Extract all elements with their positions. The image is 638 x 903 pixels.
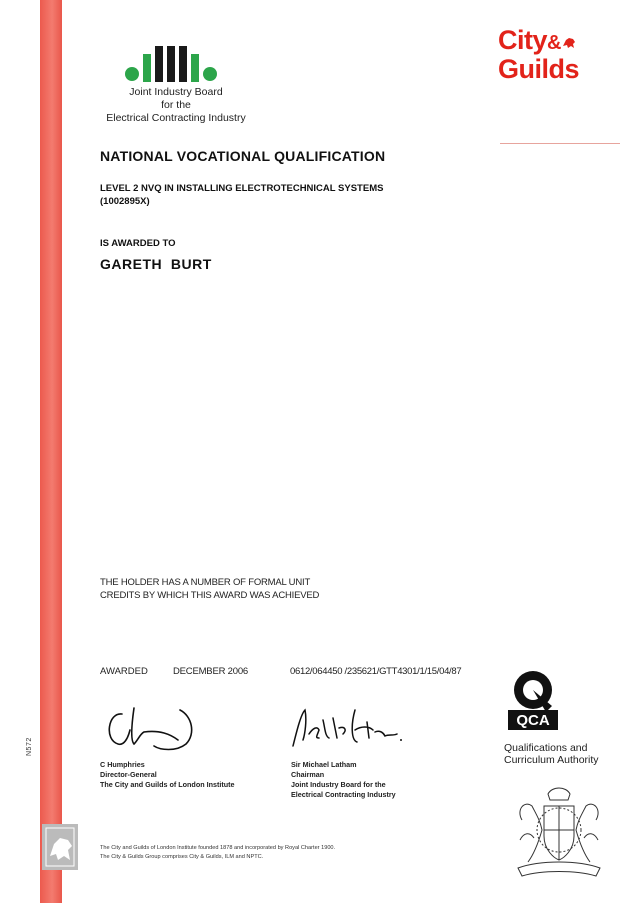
signatory-name: C Humphries	[100, 760, 145, 769]
city-guilds-emblem-icon	[40, 822, 80, 872]
qca-name	[504, 742, 599, 766]
signature-latham	[285, 700, 405, 755]
jib-name-line: Joint Industry Board	[129, 86, 223, 98]
awarded-to-label: IS AWARDED TO	[100, 238, 176, 249]
signatory-2	[291, 760, 396, 800]
credits-line: THE HOLDER HAS A NUMBER OF FORMAL UNIT	[100, 577, 311, 588]
certificate-reference: 0612/064450 /235621/GTT4301/1/15/04/87	[290, 666, 462, 677]
qca-name-line: Curriculum Authority	[504, 754, 599, 766]
divider	[500, 143, 620, 144]
city-guilds-line1: City	[498, 25, 548, 55]
footer-note	[100, 844, 335, 862]
jib-logo	[124, 44, 234, 84]
form-code: N572	[26, 737, 33, 756]
certificate-title: NATIONAL VOCATIONAL QUALIFICATION	[100, 148, 386, 164]
signatory-role: Director-General	[100, 770, 157, 779]
awarded-label: AWARDED	[100, 666, 148, 677]
signatory-org: Electrical Contracting Industry	[291, 790, 396, 799]
qualification-line: LEVEL 2 NVQ IN INSTALLING ELECTROTECHNICAL SYSTEMS	[100, 183, 384, 194]
jib-name-line: for the	[161, 99, 191, 111]
city-guilds-logo	[498, 27, 618, 82]
qca-name-line: Qualifications and	[504, 742, 588, 754]
credits-line: CREDITS BY WHICH THIS AWARD WAS ACHIEVED	[100, 590, 320, 601]
qca-logo	[506, 666, 560, 732]
signature-humphries	[100, 700, 210, 755]
city-guilds-amp: &	[547, 32, 561, 54]
jib-name	[86, 86, 266, 125]
signatory-org: The City and Guilds of London Institute	[100, 780, 235, 789]
royal-crest-icon	[500, 780, 618, 880]
credits-statement	[100, 576, 319, 602]
holder-name: GARETH BURT	[100, 256, 212, 272]
decorative-band	[40, 0, 62, 903]
qca-badge-text: QCA	[516, 712, 550, 729]
qualification-code: (1002895X)	[100, 196, 150, 207]
signatory-org: Joint Industry Board for the	[291, 780, 386, 789]
lion-icon	[561, 34, 577, 50]
city-guilds-line2: Guilds	[498, 54, 580, 84]
qualification-name	[100, 182, 383, 208]
signatory-name: Sir Michael Latham	[291, 760, 357, 769]
footer-line: The City and Guilds of London Institute founded 1878 and incorporated by Royal Charter 1900.	[100, 845, 336, 851]
jib-name-line: Electrical Contracting Industry	[106, 112, 246, 124]
signatory-role: Chairman	[291, 770, 325, 779]
signatory-1	[100, 760, 235, 790]
awarded-date: DECEMBER 2006	[173, 666, 249, 677]
footer-line: The City & Guilds Group comprises City & Guilds, ILM and NPTC.	[100, 854, 264, 860]
